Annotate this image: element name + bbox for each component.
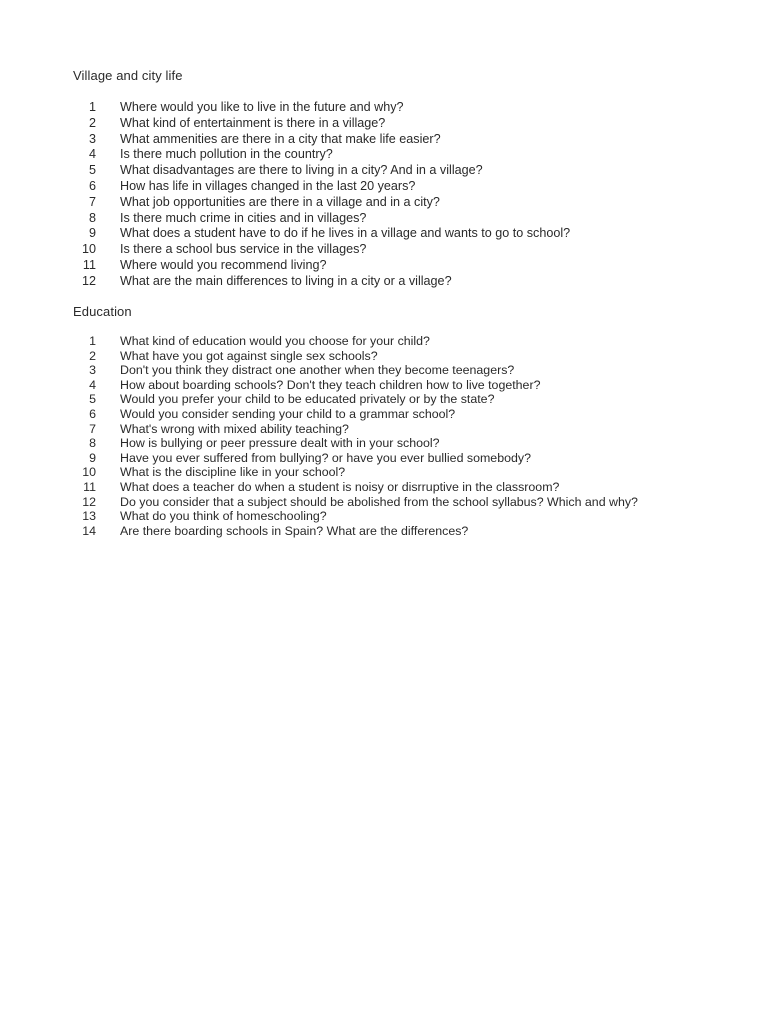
question-text: What is the discipline like in your school?	[120, 465, 346, 480]
question-number: 4	[88, 147, 96, 162]
question-number: 12	[82, 494, 96, 509]
question-text: Are there boarding schools in Spain? What are the differences?	[120, 523, 469, 538]
question-number: 5	[89, 392, 96, 407]
question-text: What do you think of homeschooling?	[120, 509, 327, 524]
question-number: 4	[89, 377, 96, 392]
question-text: What kind of education would you choose for your child?	[120, 334, 430, 348]
question-text: Where would you recommend living?	[120, 257, 327, 272]
question-number: 11	[83, 479, 96, 494]
question-text: What's wrong with mixed ability teaching?	[120, 421, 349, 436]
question-number: 5	[88, 163, 96, 178]
question-text: Would you prefer your child to be educated privately or by the state?	[120, 392, 495, 407]
question-text: What does a teacher do when a student is noisy or disrruptive in the classroom?	[120, 479, 560, 494]
question-number: 3	[88, 131, 96, 146]
question-number: 8	[88, 210, 96, 225]
question-number: 9	[89, 450, 96, 465]
question-number: 10	[82, 465, 96, 480]
question-text: Don't you think they distract one another when they become teenagers?	[120, 363, 515, 378]
question-text: How has life in villages changed in the last 20 years?	[120, 178, 416, 193]
question-text: What job opportunities are there in a village and in a city?	[120, 194, 440, 209]
question-number: 3	[89, 363, 96, 378]
question-number: 2	[88, 115, 96, 130]
question-number: 2	[89, 348, 96, 363]
question-text: What kind of entertainment is there in a village?	[120, 115, 386, 130]
question-number: 8	[89, 436, 96, 451]
question-text: Is there a school bus service in the villages?	[120, 242, 367, 257]
question-text: How about boarding schools? Don't they teach children how to live together?	[120, 377, 541, 392]
question-number: 6	[89, 406, 96, 421]
question-number: 1	[88, 100, 96, 114]
question-number: 6	[88, 178, 96, 193]
question-number: 9	[88, 226, 96, 241]
question-text: Have you ever suffered from bullying? or have you ever bullied somebody?	[120, 450, 531, 465]
question-text: What have you got against single sex schools?	[120, 348, 378, 363]
question-number: 13	[82, 509, 96, 524]
question-number: 12	[81, 273, 96, 288]
question-text: What ammenities are there in a city that make life easier?	[120, 131, 441, 146]
question-text: Would you consider sending your child to a grammar school?	[120, 406, 456, 421]
question-text: Do you consider that a subject should be abolished from the school syllabus? Which and why?	[120, 494, 638, 509]
question-text: Is there much crime in cities and in villages?	[120, 210, 367, 225]
question-number: 7	[88, 194, 96, 209]
section-heading-village-city: Village and city life	[73, 68, 183, 83]
question-number: 14	[82, 523, 96, 538]
question-number: 10	[81, 242, 96, 257]
question-number: 1	[89, 334, 96, 348]
question-text: How is bullying or peer pressure dealt with in your school?	[120, 436, 440, 451]
question-number: 11	[82, 257, 96, 272]
section-heading-education: Education	[73, 304, 132, 319]
question-text: What does a student have to do if he lives in a village and wants to go to school?	[120, 226, 571, 241]
question-text: Is there much pollution in the country?	[120, 147, 333, 162]
question-number: 7	[89, 421, 96, 436]
question-text: What are the main differences to living in a city or a village?	[120, 273, 452, 288]
question-text: Where would you like to live in the future and why?	[120, 100, 404, 114]
question-text: What disadvantages are there to living in a city? And in a village?	[120, 163, 483, 178]
